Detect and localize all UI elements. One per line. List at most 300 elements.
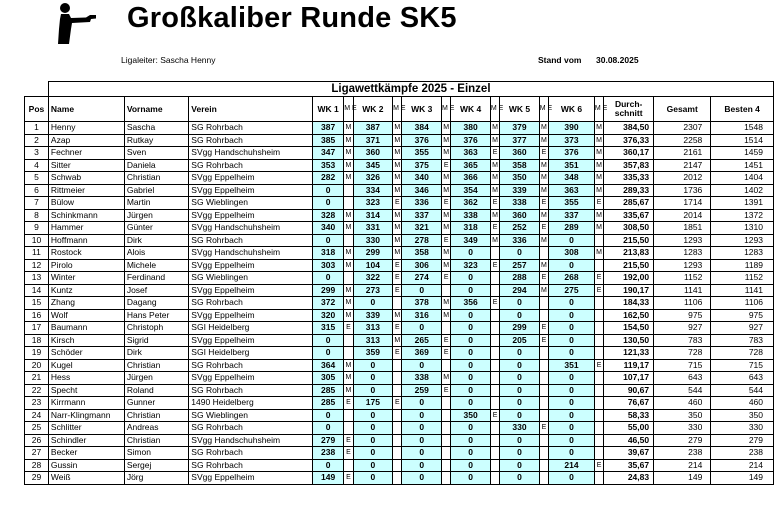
cell-wk2: 0 — [353, 459, 393, 472]
cell-wk5-flag — [539, 309, 548, 322]
cell-verein: SVgg Eppelheim — [189, 209, 313, 222]
cell-gesamt: 1851 — [654, 222, 711, 235]
col-name: Name — [48, 97, 124, 122]
cell-wk1: 385 — [313, 134, 344, 147]
cell-pos: 2 — [25, 134, 49, 147]
cell-wk1: 318 — [313, 247, 344, 260]
cell-besten: 350 — [711, 409, 774, 422]
cell-pos: 14 — [25, 284, 49, 297]
cell-pos: 21 — [25, 372, 49, 385]
cell-verein: SG Wieblingen — [189, 409, 313, 422]
cell-pos: 26 — [25, 434, 49, 447]
cell-wk3: 376 — [402, 134, 442, 147]
cell-vorname: Sascha — [124, 122, 188, 135]
cell-wk6-flag — [594, 322, 603, 335]
cell-gesamt: 2012 — [654, 172, 711, 185]
cell-verein: SVgg Eppelheim — [189, 172, 313, 185]
cell-wk5-flag — [539, 384, 548, 397]
cell-wk4: 318 — [451, 222, 491, 235]
cell-wk6: 0 — [549, 334, 595, 347]
cell-wk2-flag — [393, 422, 402, 435]
cell-wk5: 338 — [500, 197, 540, 210]
table-caption: Ligawettkämpfe 2025 - Einzel — [48, 82, 773, 97]
cell-wk4: 0 — [451, 359, 491, 372]
cell-average: 335,67 — [604, 209, 654, 222]
cell-wk2-flag — [393, 459, 402, 472]
cell-wk2-flag: M — [393, 234, 402, 247]
cell-verein: SG Rohrbach — [189, 297, 313, 310]
cell-wk3-flag: E — [441, 159, 450, 172]
cell-wk6-flag — [594, 397, 603, 410]
table-row — [25, 459, 774, 472]
table-row — [25, 272, 774, 285]
cell-average: 184,33 — [604, 297, 654, 310]
cell-name: Hammer — [48, 222, 124, 235]
cell-besten: 1459 — [711, 147, 774, 160]
cell-wk3: 0 — [402, 459, 442, 472]
cell-besten: 149 — [711, 472, 774, 485]
cell-name: Wolf — [48, 309, 124, 322]
cell-wk3-flag: M — [441, 222, 450, 235]
table-row — [25, 422, 774, 435]
cell-name: Schöder — [48, 347, 124, 360]
cell-wk1-flag: M — [344, 122, 353, 135]
cell-wk3: 306 — [402, 259, 442, 272]
cell-pos: 8 — [25, 209, 49, 222]
cell-pos: 1 — [25, 122, 49, 135]
cell-wk6-flag: E — [594, 359, 603, 372]
cell-gesamt: 1293 — [654, 259, 711, 272]
cell-wk1-flag: M — [344, 222, 353, 235]
cell-gesamt: 1106 — [654, 297, 711, 310]
cell-average: 285,67 — [604, 197, 654, 210]
cell-pos: 15 — [25, 297, 49, 310]
cell-wk1: 0 — [313, 272, 344, 285]
cell-gesamt: 330 — [654, 422, 711, 435]
cell-wk6: 0 — [549, 447, 595, 460]
cell-wk1: 279 — [313, 434, 344, 447]
cell-wk4-flag: M — [490, 209, 499, 222]
cell-wk1-flag: M — [344, 372, 353, 385]
cell-wk3: 321 — [402, 222, 442, 235]
cell-wk1-flag: M — [344, 284, 353, 297]
cell-name: Specht — [48, 384, 124, 397]
cell-wk6: 308 — [549, 247, 595, 260]
cell-wk6: 214 — [549, 459, 595, 472]
cell-wk6-flag — [594, 347, 603, 360]
cell-wk6: 376 — [549, 147, 595, 160]
cell-gesamt: 2307 — [654, 122, 711, 135]
cell-wk4: 0 — [451, 322, 491, 335]
cell-besten: 330 — [711, 422, 774, 435]
cell-vorname: Andreas — [124, 422, 188, 435]
cell-wk6-flag — [594, 434, 603, 447]
cell-wk2-flag: M — [393, 159, 402, 172]
table-row — [25, 384, 774, 397]
cell-wk3: 0 — [402, 434, 442, 447]
table-row — [25, 172, 774, 185]
cell-wk3-flag — [441, 284, 450, 297]
cell-gesamt: 350 — [654, 409, 711, 422]
cell-wk1: 305 — [313, 372, 344, 385]
cell-verein: SG Rohrbach — [189, 359, 313, 372]
cell-wk5: 0 — [500, 397, 540, 410]
cell-wk3-flag: M — [441, 134, 450, 147]
cell-wk4: 0 — [451, 372, 491, 385]
table-row — [25, 347, 774, 360]
cell-wk6: 351 — [549, 359, 595, 372]
cell-name: Henny — [48, 122, 124, 135]
cell-wk1: 0 — [313, 409, 344, 422]
cell-wk2-flag: E — [393, 284, 402, 297]
cell-vorname: Dirk — [124, 347, 188, 360]
cell-wk5-flag: M — [539, 184, 548, 197]
table-row — [25, 122, 774, 135]
cell-besten: 643 — [711, 372, 774, 385]
cell-pos: 22 — [25, 384, 49, 397]
cell-wk4-flag — [490, 459, 499, 472]
cell-vorname: Gabriel — [124, 184, 188, 197]
cell-verein: SG Rohrbach — [189, 422, 313, 435]
cell-wk5-flag — [539, 372, 548, 385]
cell-wk1-flag: M — [344, 209, 353, 222]
cell-wk4-flag — [490, 472, 499, 485]
cell-wk3-flag: E — [441, 347, 450, 360]
cell-wk4-flag: M — [490, 172, 499, 185]
cell-wk5: 336 — [500, 234, 540, 247]
cell-pos: 18 — [25, 334, 49, 347]
cell-wk4: 0 — [451, 334, 491, 347]
cell-wk3-flag: M — [441, 184, 450, 197]
cell-wk2-flag — [393, 409, 402, 422]
cell-wk2-flag: E — [393, 259, 402, 272]
cell-wk4: 380 — [451, 122, 491, 135]
cell-wk2: 345 — [353, 159, 393, 172]
cell-wk3: 0 — [402, 284, 442, 297]
cell-wk2: 313 — [353, 322, 393, 335]
cell-wk5-flag: M — [539, 122, 548, 135]
cell-wk4-flag — [490, 247, 499, 260]
cell-wk6: 0 — [549, 409, 595, 422]
cell-besten: 1152 — [711, 272, 774, 285]
cell-wk1: 372 — [313, 297, 344, 310]
cell-wk5: 0 — [500, 309, 540, 322]
cell-gesamt: 460 — [654, 397, 711, 410]
results-table — [24, 81, 774, 485]
cell-wk2: 0 — [353, 422, 393, 435]
table-row — [25, 159, 774, 172]
cell-verein: SGI Heidelberg — [189, 322, 313, 335]
cell-wk5: 350 — [500, 172, 540, 185]
cell-gesamt: 715 — [654, 359, 711, 372]
cell-pos: 27 — [25, 447, 49, 460]
cell-wk6-flag: M — [594, 209, 603, 222]
cell-wk5: 0 — [500, 472, 540, 485]
cell-wk4-flag: E — [490, 409, 499, 422]
table-row — [25, 472, 774, 485]
cell-besten: 279 — [711, 434, 774, 447]
cell-gesamt: 1736 — [654, 184, 711, 197]
cell-wk3-flag: E — [441, 384, 450, 397]
cell-wk5-flag: M — [539, 284, 548, 297]
cell-wk2-flag: M — [393, 147, 402, 160]
cell-wk1: 238 — [313, 447, 344, 460]
cell-wk5-flag: M — [539, 259, 548, 272]
cell-wk6: 0 — [549, 422, 595, 435]
cell-wk3: 316 — [402, 309, 442, 322]
cell-wk6: 0 — [549, 384, 595, 397]
cell-wk5: 205 — [500, 334, 540, 347]
cell-wk4: 0 — [451, 447, 491, 460]
cell-wk4: 0 — [451, 397, 491, 410]
cell-verein: SVgg Handschuhsheim — [189, 247, 313, 260]
cell-wk6-flag — [594, 309, 603, 322]
cell-vorname: Simon — [124, 447, 188, 460]
cell-wk4-flag: E — [490, 297, 499, 310]
cell-wk5: 0 — [500, 409, 540, 422]
cell-wk2: 0 — [353, 409, 393, 422]
cell-wk1-flag: M — [344, 309, 353, 322]
cell-name: Kirsch — [48, 334, 124, 347]
cell-wk5-flag — [539, 472, 548, 485]
cell-wk6-flag: M — [594, 184, 603, 197]
cell-pos: 4 — [25, 159, 49, 172]
cell-wk3: 338 — [402, 372, 442, 385]
cell-wk6: 355 — [549, 197, 595, 210]
cell-average: 190,17 — [604, 284, 654, 297]
cell-wk2: 331 — [353, 222, 393, 235]
cell-wk2-flag: M — [393, 247, 402, 260]
cell-besten: 214 — [711, 459, 774, 472]
cell-wk3: 355 — [402, 147, 442, 160]
cell-wk6: 0 — [549, 309, 595, 322]
cell-average: 308,50 — [604, 222, 654, 235]
cell-wk4-flag — [490, 284, 499, 297]
cell-name: Hoffmann — [48, 234, 124, 247]
cell-wk6: 268 — [549, 272, 595, 285]
cell-verein: SVgg Eppelheim — [189, 184, 313, 197]
cell-wk5: 294 — [500, 284, 540, 297]
cell-wk1-flag: M — [344, 247, 353, 260]
cell-verein: SG Rohrbach — [189, 159, 313, 172]
cell-besten: 1283 — [711, 247, 774, 260]
cell-wk5-flag: M — [539, 159, 548, 172]
cell-wk1: 299 — [313, 284, 344, 297]
cell-wk5-flag — [539, 459, 548, 472]
cell-wk2-flag: M — [393, 222, 402, 235]
cell-vorname: Hans Peter — [124, 309, 188, 322]
cell-wk1-flag: M — [344, 297, 353, 310]
cell-wk3: 0 — [402, 472, 442, 485]
cell-gesamt: 975 — [654, 309, 711, 322]
cell-vorname: Josef — [124, 284, 188, 297]
table-row — [25, 309, 774, 322]
cell-wk5: 0 — [500, 384, 540, 397]
cell-wk6: 348 — [549, 172, 595, 185]
cell-wk2-flag — [393, 447, 402, 460]
cell-besten: 1402 — [711, 184, 774, 197]
cell-wk4: 0 — [451, 347, 491, 360]
cell-wk4-flag: E — [490, 197, 499, 210]
cell-wk1: 285 — [313, 397, 344, 410]
table-row — [25, 209, 774, 222]
table-row — [25, 434, 774, 447]
cell-wk3: 0 — [402, 422, 442, 435]
cell-vorname: Sigrid — [124, 334, 188, 347]
cell-wk2: 314 — [353, 209, 393, 222]
cell-name: Gussin — [48, 459, 124, 472]
cell-wk5: 0 — [500, 434, 540, 447]
shooter-logo-icon — [50, 2, 102, 44]
cell-name: Becker — [48, 447, 124, 460]
cell-wk6: 0 — [549, 234, 595, 247]
cell-name: Winter — [48, 272, 124, 285]
cell-wk3-flag: M — [441, 259, 450, 272]
cell-wk3-flag — [441, 409, 450, 422]
cell-pos: 9 — [25, 222, 49, 235]
cell-wk1-flag: E — [344, 397, 353, 410]
table-row — [25, 259, 774, 272]
cell-besten: 460 — [711, 397, 774, 410]
cell-wk1: 328 — [313, 209, 344, 222]
cell-pos: 5 — [25, 172, 49, 185]
col-gesamt: Gesamt — [654, 97, 711, 122]
cell-average: 360,17 — [604, 147, 654, 160]
col-me: M E — [441, 97, 450, 122]
table-row — [25, 397, 774, 410]
cell-average: 384,50 — [604, 122, 654, 135]
cell-wk6-flag — [594, 259, 603, 272]
cell-wk2-flag — [393, 297, 402, 310]
cell-wk3-flag — [441, 434, 450, 447]
col-me: M E — [344, 97, 353, 122]
cell-average: 107,17 — [604, 372, 654, 385]
cell-wk3-flag: M — [441, 247, 450, 260]
cell-vorname: Sven — [124, 147, 188, 160]
cell-wk6-flag — [594, 234, 603, 247]
cell-verein: SVgg Eppelheim — [189, 259, 313, 272]
cell-wk6-flag — [594, 384, 603, 397]
cell-pos: 16 — [25, 309, 49, 322]
cell-wk1: 282 — [313, 172, 344, 185]
cell-wk5-flag: E — [539, 222, 548, 235]
cell-wk3: 384 — [402, 122, 442, 135]
cell-wk6-flag — [594, 447, 603, 460]
cell-pos: 25 — [25, 422, 49, 435]
cell-name: Narr-Klingmann — [48, 409, 124, 422]
cell-wk4: 0 — [451, 247, 491, 260]
cell-wk6: 363 — [549, 184, 595, 197]
cell-wk5-flag — [539, 247, 548, 260]
cell-gesamt: 544 — [654, 384, 711, 397]
cell-name: Fechner — [48, 147, 124, 160]
cell-average: 215,50 — [604, 259, 654, 272]
cell-gesamt: 2014 — [654, 209, 711, 222]
cell-wk6: 351 — [549, 159, 595, 172]
cell-wk4: 350 — [451, 409, 491, 422]
cell-wk1: 364 — [313, 359, 344, 372]
cell-wk6-flag: M — [594, 134, 603, 147]
cell-wk4-flag — [490, 384, 499, 397]
cell-besten: 783 — [711, 334, 774, 347]
cell-wk3-flag: M — [441, 309, 450, 322]
cell-wk1-flag — [344, 197, 353, 210]
cell-vorname: Ferdinand — [124, 272, 188, 285]
cell-wk4: 0 — [451, 284, 491, 297]
cell-name: Sitter — [48, 159, 124, 172]
cell-wk4-flag: E — [490, 259, 499, 272]
cell-wk5-flag: E — [539, 422, 548, 435]
col-wk2: WK 2 — [353, 97, 393, 122]
cell-wk4: 323 — [451, 259, 491, 272]
cell-vorname: Christian — [124, 172, 188, 185]
cell-wk2-flag: M — [393, 134, 402, 147]
cell-wk5-flag: E — [539, 272, 548, 285]
cell-wk6-flag: M — [594, 247, 603, 260]
cell-wk1-flag: M — [344, 159, 353, 172]
cell-average: 289,33 — [604, 184, 654, 197]
table-row — [25, 334, 774, 347]
cell-wk5-flag: M — [539, 234, 548, 247]
cell-wk6-flag: E — [594, 459, 603, 472]
cell-wk4: 0 — [451, 384, 491, 397]
cell-wk6: 289 — [549, 222, 595, 235]
cell-average: 39,67 — [604, 447, 654, 460]
cell-wk3: 378 — [402, 297, 442, 310]
cell-pos: 10 — [25, 234, 49, 247]
cell-wk5-flag — [539, 297, 548, 310]
cell-wk2-flag: M — [393, 122, 402, 135]
cell-wk3-flag: E — [441, 197, 450, 210]
cell-besten: 1310 — [711, 222, 774, 235]
table-row — [25, 372, 774, 385]
cell-gesamt: 214 — [654, 459, 711, 472]
cell-wk5-flag — [539, 347, 548, 360]
cell-vorname: Rutkay — [124, 134, 188, 147]
cell-wk2: 0 — [353, 384, 393, 397]
cell-wk2: 323 — [353, 197, 393, 210]
cell-besten: 1141 — [711, 284, 774, 297]
cell-wk3: 278 — [402, 234, 442, 247]
cell-wk1: 353 — [313, 159, 344, 172]
stand-date: 30.08.2025 — [596, 55, 639, 65]
cell-wk1-flag: E — [344, 472, 353, 485]
cell-gesamt: 1152 — [654, 272, 711, 285]
cell-wk5: 330 — [500, 422, 540, 435]
table-row — [25, 409, 774, 422]
cell-wk4-flag — [490, 422, 499, 435]
col-me: M E — [393, 97, 402, 122]
cell-wk1-flag: M — [344, 384, 353, 397]
cell-besten: 1404 — [711, 172, 774, 185]
cell-pos: 23 — [25, 397, 49, 410]
cell-wk6: 373 — [549, 134, 595, 147]
cell-wk3-flag: M — [441, 122, 450, 135]
cell-average: 76,67 — [604, 397, 654, 410]
cell-wk4: 354 — [451, 184, 491, 197]
cell-wk6-flag: M — [594, 172, 603, 185]
cell-wk4-flag: M — [490, 134, 499, 147]
cell-wk3-flag — [441, 359, 450, 372]
cell-wk6-flag: E — [594, 272, 603, 285]
cell-wk4-flag — [490, 309, 499, 322]
cell-besten: 728 — [711, 347, 774, 360]
cell-wk6: 0 — [549, 372, 595, 385]
cell-wk4: 0 — [451, 459, 491, 472]
cell-verein: SG Rohrbach — [189, 234, 313, 247]
cell-gesamt: 2161 — [654, 147, 711, 160]
cell-vorname: Roland — [124, 384, 188, 397]
